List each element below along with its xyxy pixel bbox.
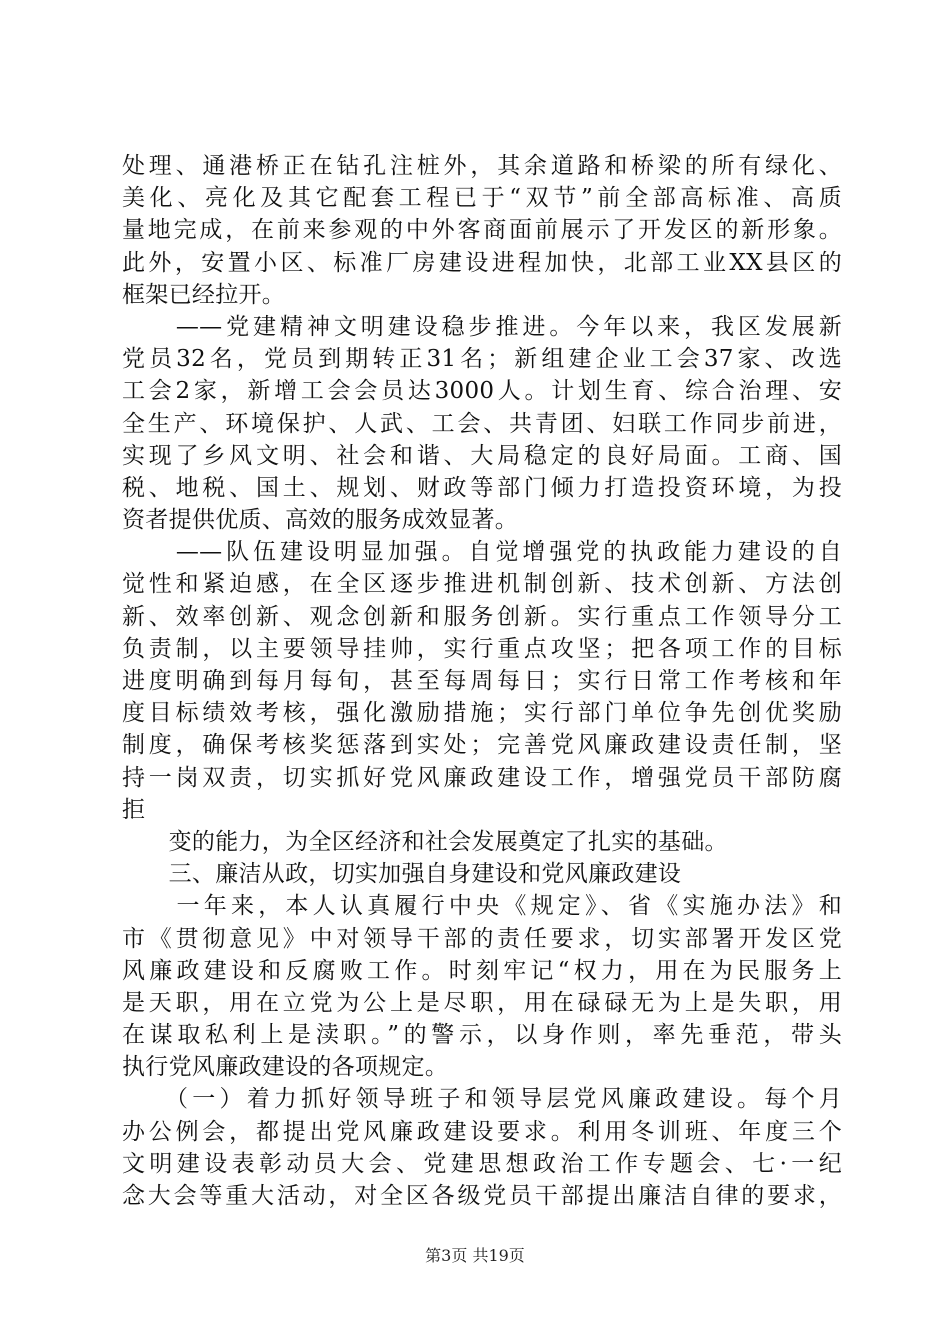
text-line: 执行党风廉政建设的各项规定。 [122, 1054, 449, 1081]
text-line: 新、效率创新、观念创新和服务创新。实行重点工作领导分工 [122, 603, 842, 630]
text-line: 度目标绩效考核，强化激励措施；实行部门单位争先创优奖励 [122, 700, 842, 727]
text-line: 美化、亮化及其它配套工程已于“双节”前全部高标准、高质 [122, 185, 842, 212]
text-line: 此外，安置小区、标准厂房建设进程加快，北部工业XX县区的 [122, 249, 842, 276]
page-footer [0, 1243, 950, 1266]
text-line: 制度，确保考核奖惩落到实处；完善党风廉政建设责任制，坚 [122, 732, 842, 759]
text-line: ——党建精神文明建设稳步推进。今年以来，我区发展新 [122, 313, 842, 340]
text-line: （一）着力抓好领导班子和领导层党风廉政建设。每个月 [122, 1086, 842, 1113]
text-line: 是天职，用在立党为公上是尽职，用在碌碌无为上是失职，用 [122, 989, 842, 1016]
text-line: 一年来，本人认真履行中央《规定》、省《实施办法》和 [122, 893, 842, 920]
text-line: 框架已经拉开。 [122, 281, 286, 308]
text-line: 量地完成，在前来参观的中外客商面前展示了开发区的新形象。 [122, 217, 842, 244]
text-line: 拒 [122, 796, 146, 823]
text-line: 党员32名，党员到期转正31名；新组建企业工会37家、改选 [122, 346, 842, 373]
text-line: 处理、通港桥正在钻孔注桩外，其余道路和桥梁的所有绿化、 [122, 153, 842, 179]
text-line: 办公例会，都提出党风廉政建设要求。利用冬训班、年度三个 [122, 1118, 842, 1145]
text-line: 风廉政建设和反腐败工作。时刻牢记“权力，用在为民服务上 [122, 957, 842, 984]
text-line: 税、地税、国土、规划、财政等部门倾力打造投资环境，为投 [122, 474, 842, 501]
text-line: 实现了乡风文明、社会和谐、大局稳定的良好局面。工商、国 [122, 442, 842, 469]
document-body [122, 150, 842, 1212]
text-line: 在谋取私利上是渎职。”的警示，以身作则，率先垂范，带头 [122, 1022, 842, 1049]
text-line: 工会2家，新增工会会员达3000人。计划生育、综合治理、安 [122, 378, 842, 405]
text-line: 进度明确到每月每旬，甚至每周每日；实行日常工作考核和年 [122, 668, 842, 694]
section-heading: 三、廉洁从政，切实加强自身建设和党风廉政建设 [122, 861, 682, 888]
text-line: 变的能力，为全区经济和社会发展奠定了扎实的基础。 [122, 828, 728, 855]
text-line: 负责制，以主要领导挂帅，实行重点攻坚；把各项工作的目标 [122, 635, 842, 662]
text-line: 全生产、环境保护、人武、工会、共青团、妇联工作同步前进， [122, 410, 842, 437]
text-line: 市《贯彻意见》中对领导干部的责任要求，切实部署开发区党 [122, 925, 842, 952]
text-line: 资者提供优质、高效的服务成效显著。 [122, 507, 519, 534]
text-line: 觉性和紧迫感，在全区逐步推进机制创新、技术创新、方法创 [122, 571, 842, 598]
page-number-label: 第3页 共19页 [425, 1246, 525, 1265]
text-line: 念大会等重大活动，对全区各级党员干部提出廉洁自律的要求， [122, 1183, 842, 1209]
text-line: 文明建设表彰动员大会、党建思想政治工作专题会、七·一纪 [122, 1150, 842, 1177]
text-line: 持一岗双责，切实抓好党风廉政建设工作，增强党员干部防腐 [122, 764, 842, 791]
text-line: ——队伍建设明显加强。自觉增强党的执政能力建设的自 [122, 539, 842, 566]
